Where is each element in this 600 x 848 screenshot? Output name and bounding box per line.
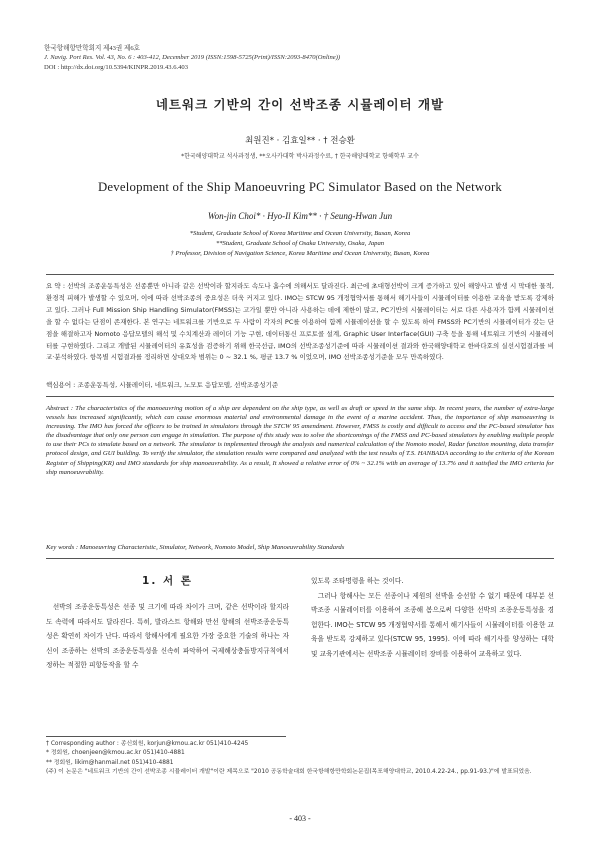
footnote-author-2: ** 정회원, likim@hanmail.net 051)410-4881 bbox=[46, 759, 174, 766]
affiliations-english bbox=[0, 229, 600, 259]
footnote-corresponding: † Corresponding author : 종신회원, korjun@kmou.ac.kr 051)410-4245 bbox=[46, 741, 249, 747]
journal-name-ko: 한국항해항만학회지 제43권 제6호 bbox=[44, 45, 140, 52]
affiliations-korean: *한국해양대학교 석사과정생, **오사카대학 박사과정수료, † 한국해양대학교 항해학부 교수 bbox=[181, 153, 419, 160]
journal-header bbox=[44, 44, 564, 72]
keywords-korean: 핵심용어 : 조종운동특성, 시뮬레이터, 네트워크, 노모토 응답모델, 선박조종성기준 bbox=[46, 381, 279, 389]
footnote-divider bbox=[46, 736, 286, 737]
title-korean: 네트워크 기반의 간이 선박조종 시뮬레이터 개발 bbox=[155, 97, 445, 112]
title-english: Development of the Ship Manoeuvring PC Simulator Based on the Network bbox=[97, 180, 503, 194]
affiliation-3: † Professor, Division of Navigation Science, Korea Maritime and Ocean University, Busan, Korea bbox=[170, 250, 430, 257]
journal-citation: J. Navig. Port Res. Vol. 43, No. 6 : 403-412, December 2019 (ISSN:1598-5725(Print)/ISSN:2093-8470(Online)) bbox=[44, 54, 341, 62]
affiliation-2: **Student, Graduate School of Osaka University, Osaka, Japan bbox=[215, 240, 385, 247]
doi-link[interactable]: DOI : http://dx.doi.org/10.5394/KINPR.2019.43.6.403 bbox=[44, 63, 189, 71]
page-number: - 403 - bbox=[289, 814, 311, 823]
abstract-korean: 요 약 : 선박의 조종운동특성은 선종뿐만 아니라 같은 선박이라 할지라도 속도나 흘수에 의해서도 달라진다. 최근에 초대형선박이 크게 증가하고 있어 해양사고 발생 시 막대한 물적, 환경적 피해가 발생할 수 있으며, 이에 따라 선박조종의 중요성은 더욱 커지고 있다. IMO는 STCW 95 개정협약서를 통해서 해기사들이 시뮬레이터를 이용한 교육을 받도록 강제하고 있다. 그러나 Full Mission Ship Handling Simulator(FMSS)는 고가일 뿐만 아니라 사용하는 데에 제한이 많고, PC기반의 시뮬레이터는 서로 다른 사용자가 함께 시뮬레이션을 할 수 없다는 단점이 존재한다. 본 연구는 네트워크를 기반으로 두 사람이 각자의 PC를 이용하여 함께 시뮬레이션을 할 수 있도록 하여 FMSS와 PC기반의 시뮬레이터가 갖는 단점을 해결하고자 Nomoto 응답모델의 해석 및 수치계산과 레이더 기능 구현, 데이터통신 프로토콜 설계, Graphic User Interface(GUI) 구축 등을 통해 네트워크 기반의 시뮬레이터를 구현하였다. 그리고 개발된 시뮬레이터의 유효성을 검증하기 위해 한국선급, IMO의 선박조종성기준에 따라 시뮬레이션 결과와 한국해양대학교 한바다호의 실선시험결과를 비교·분석하였다. 항목별 시험결과를 정리하면 상대오차 범위는 0 ~ 32.1 %, 평균 13.7 % 이었으며, IMO 선박조종성기준을 모두 만족하였다. bbox=[46, 282, 554, 362]
section-heading: 1. 서 론 bbox=[142, 575, 193, 587]
abstract-english: Abstract : The characteristics of the manoeuvring motion of a ship are dependent on the ship type, as well as draft or speed in the same ship. In recent years, the number of extra-large vessels has increased significantly, which can cause enormous material and environmental damage in the event of a marine accident. Thus, the importance of ship manoeuvring is increasing. The IMO has forced the officers to be trained in simulators through the STCW 95 amendment. However, FMSS is costly and difficult to access and the PC-based simulator has the disadvantage that only one person can engage in simulation. The purpose of this study was to solve the shortcomings of the FMSS and PC-based simulators by enabling multiple people to use their PCs to simulate based on a network. The simulator is implemented through the analysis and numerical calculation of the Nomoto model, Radar function mounting, data transfer protocol design, and GUI building. To verify the simulator, the simulation results were compared and analyzed with the test results of T.S. HANBADA according to the criteria of the Korean Register of Shipping(KR) and IMO standards for ship manoeuvrability. As a result, It showed a relative error of 0% ~ 32.1% with an average of 13.7% and it satisfied the IMO criteria for ship manoeuvrability. bbox=[46, 405, 554, 476]
authors-korean: 최원진* · 김효일** · † 전승환 bbox=[245, 136, 355, 146]
body-column-left bbox=[46, 600, 289, 673]
footnotes bbox=[46, 740, 554, 778]
footnote-author-1: * 정회원, choenjeen@kmou.ac.kr 051)410-4881 bbox=[46, 750, 185, 757]
paragraph: 그러나 항해사는 모든 선종이나 제원의 선박을 승선할 수 없기 때문에 대부분 선박조종 시뮬레이터를 이용하여 조종해 봄으로써 다양한 선박의 조종운동특성을 경험한다. IMO는 STCW 95 개정협약서를 통해서 해기사들이 시뮬레이터를 이용한 교육을 받도록 강제하고 있다(STCW 95, 1995). 이에 따라 해기사를 양성하는 대학 및 교육기관에서는 선박조종 시뮬레이터 장비를 이용하여 교육하고 있다. bbox=[311, 591, 554, 658]
body-column-right bbox=[311, 574, 554, 662]
divider-middle bbox=[46, 396, 554, 397]
authors-english: Won-jin Choi* · Hyo-Il Kim** · † Seung-Hwan Jun bbox=[207, 211, 393, 221]
paragraph: 선박의 조종운동특성은 선종 및 크기에 따라 차이가 크며, 같은 선박이라 할지라도 속력에 따라서도 달라진다. 특히, 발라스트 항해와 만선 항해의 선박조종운동특성은 확연히 차이가 난다. 따라서 항해사에게 필요한 가장 중요한 기술의 하나는 자신이 조종하는 선박의 조종운동특성을 신속히 파악하여 국제해상충돌방지규칙에서 정하는 적절한 피항동작을 할 수 bbox=[46, 603, 289, 670]
divider-bottom bbox=[46, 558, 554, 559]
paragraph: 있도록 조타명령을 하는 것이다. bbox=[311, 577, 404, 585]
keywords-english: Key words : Manoeuvring Characteristic, Simulator, Network, Nomoto Model, Ship Manoeuvrability Standards bbox=[46, 544, 345, 551]
divider-top bbox=[46, 274, 554, 275]
affiliation-1: *Student, Graduate School of Korea Maritime and Ocean University, Busan, Korea bbox=[189, 230, 411, 237]
footnote-note: (주) 이 논문은 "네트워크 기반의 간이 선박조종 시뮬레이터 개발"이란 제목으로 "2010 공동학술대회 한국항해항만학회논문집(목포해양대학교, 2010.4.22-24., pp.91-93.)"에 발표되었음. bbox=[46, 769, 532, 776]
